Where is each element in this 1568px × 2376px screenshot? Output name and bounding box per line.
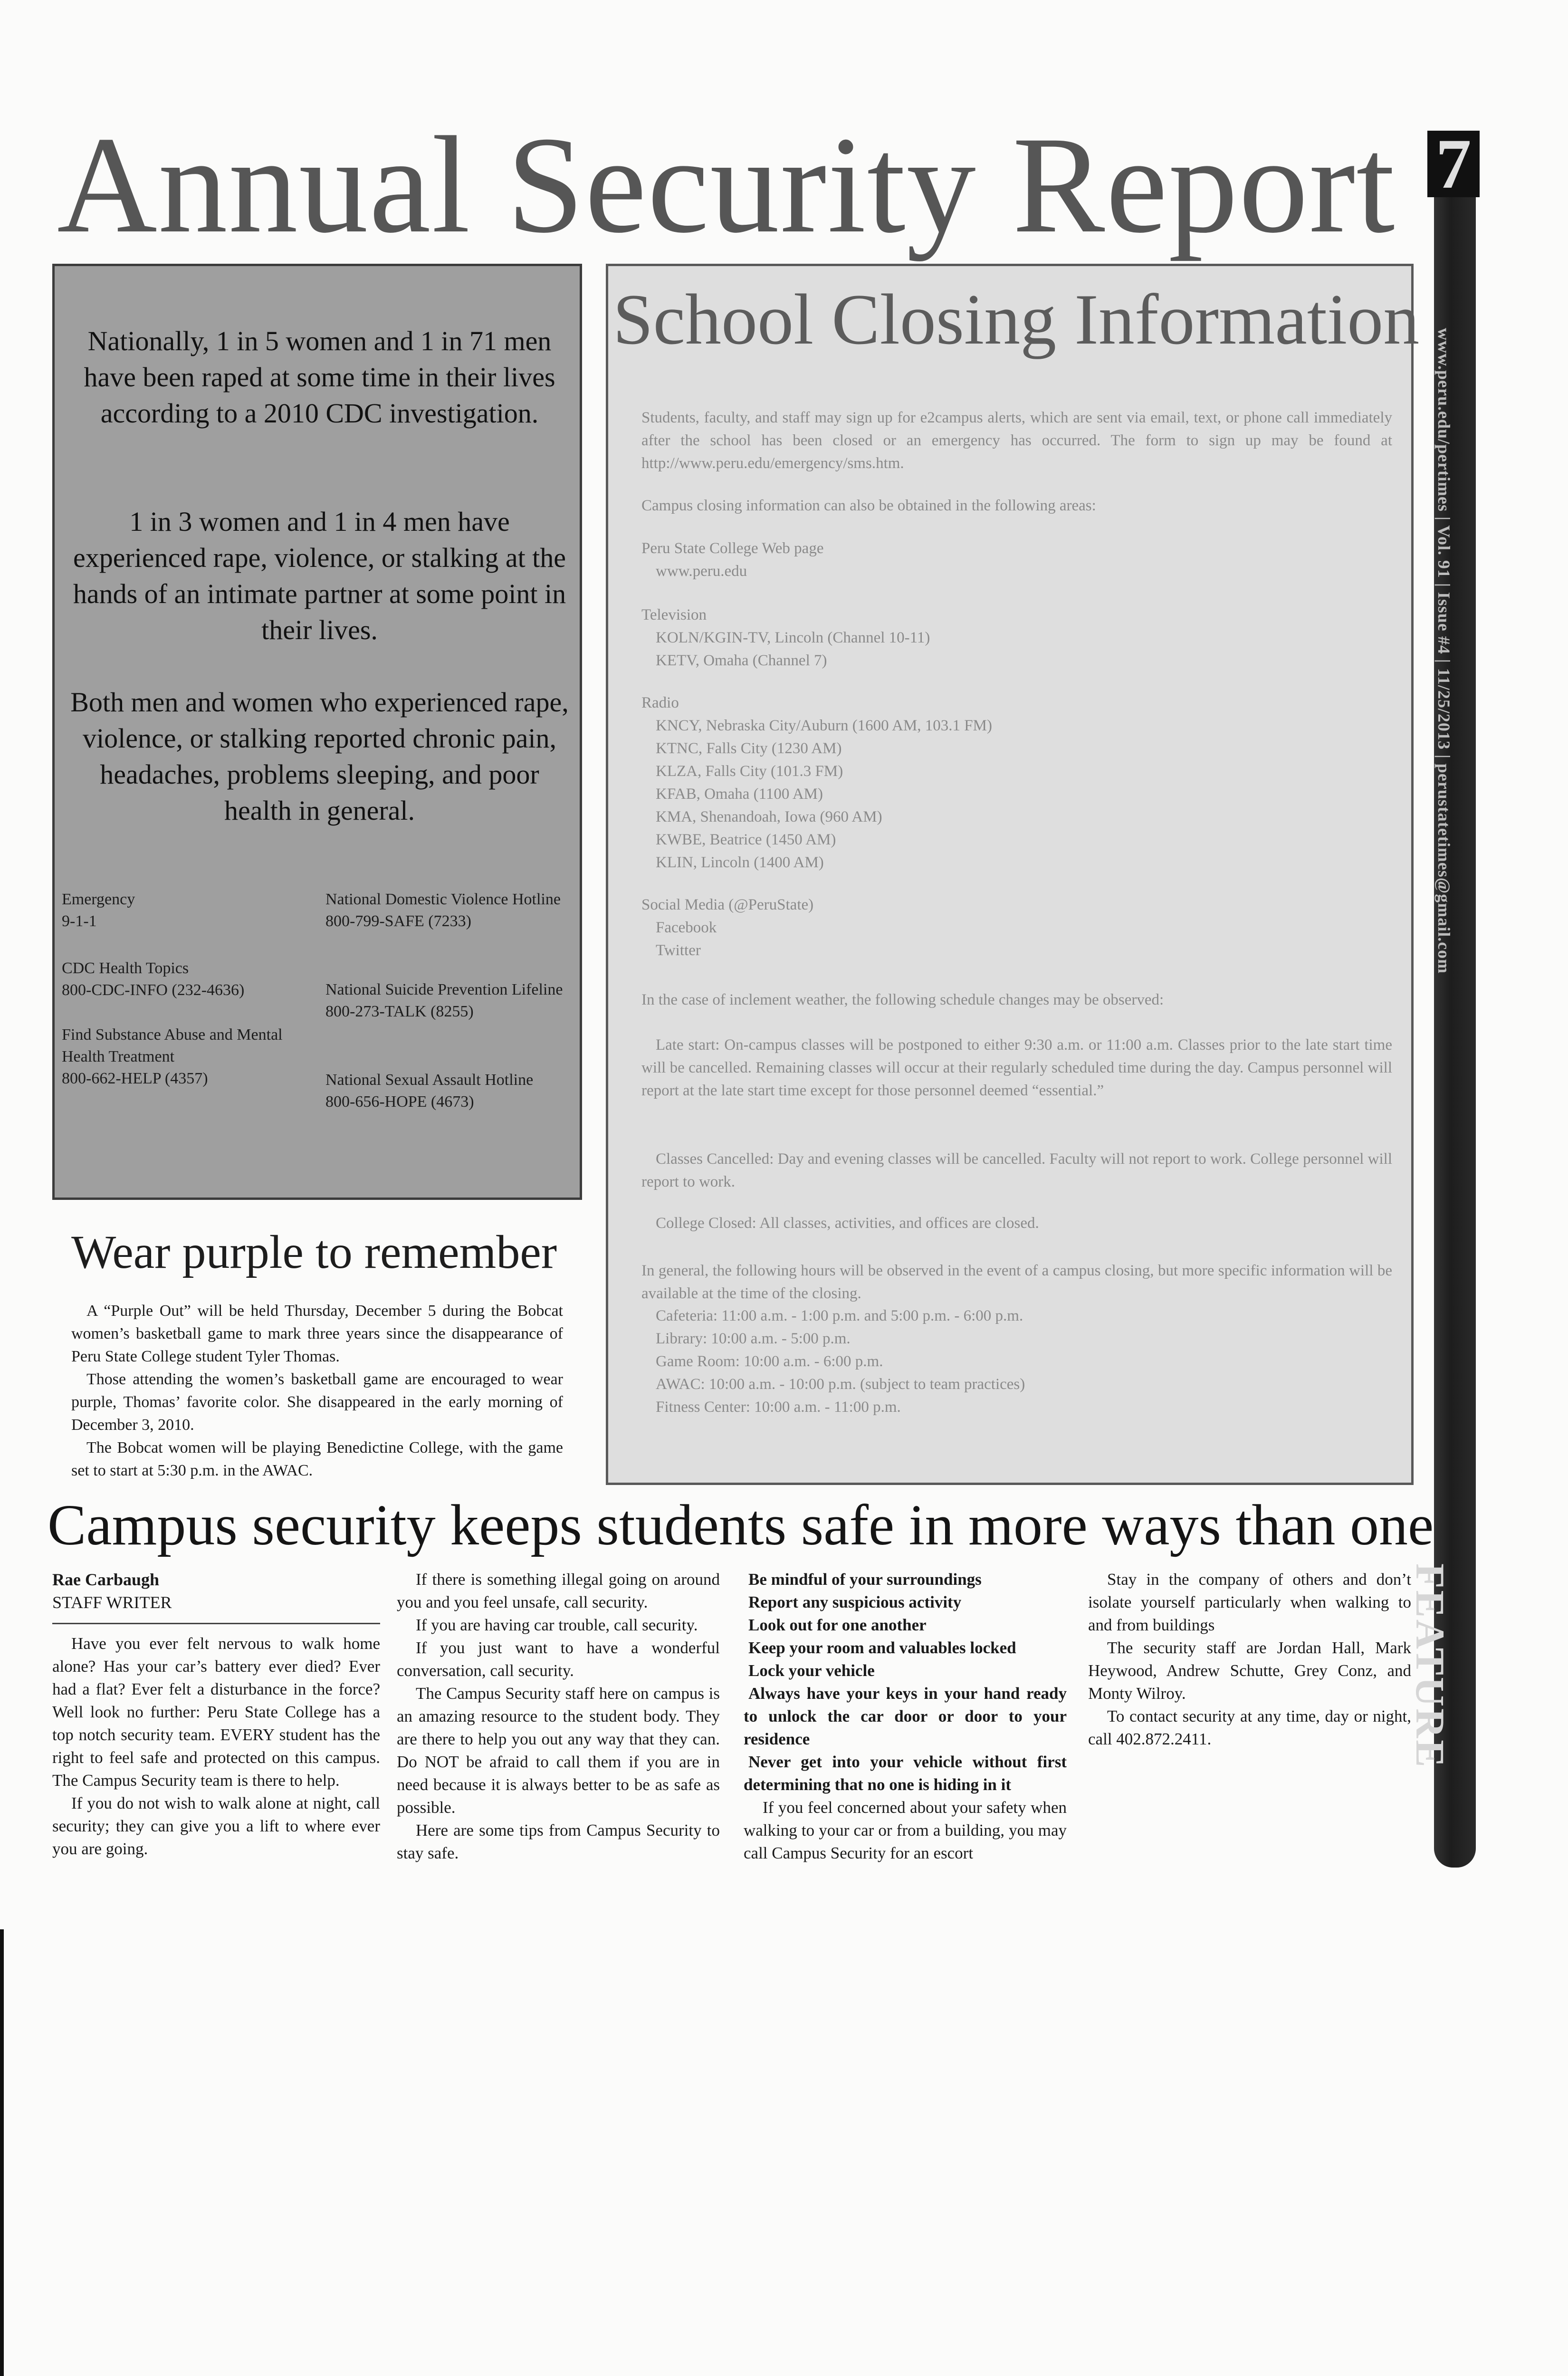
hotline-suicide-prevention xyxy=(325,979,573,1023)
closing-intro: Students, faculty, and staff may sign up for e2campus alerts, which are sent via email, text, or phone call immediately after the school has been closed or an emergency has occurred. The form to sign up may be found at http://www.peru.edu/emergency/sms.htm. xyxy=(641,409,1392,472)
masthead-title: Annual Security Report xyxy=(57,108,1396,262)
safety-tip: Always have your keys in your hand ready to unlock the car door or door to your residence xyxy=(744,1684,1067,1748)
school-closing-box xyxy=(606,264,1420,1485)
closing-weather: In the case of inclement weather, the following schedule changes may be observed: xyxy=(641,991,1164,1008)
article-paragraph: Here are some tips from Campus Security to stay safe. xyxy=(397,1821,720,1862)
article-paragraph: If you are having car trouble, call security. xyxy=(416,1616,698,1634)
purple-article xyxy=(71,1300,563,1482)
sidebar-section-label: FEATURE xyxy=(1407,1563,1453,1769)
hotline-emergency xyxy=(62,889,309,932)
hotline-number: 800-CDC-INFO (232-4636) xyxy=(62,981,245,999)
closing-radio-item: KNCY, Nebraska City/Auburn (1600 AM, 103.1 FM) xyxy=(656,717,992,734)
closing-hours-item: Cafeteria: 11:00 a.m. - 1:00 p.m. and 5:00 p.m. - 6:00 p.m. xyxy=(656,1307,1023,1324)
closing-radio-section xyxy=(641,691,1392,874)
purple-paragraph: Those attending the women’s basketball game are encouraged to wear purple, Thomas’ favorite color. She disappeared in the early morning of December 3, 2010. xyxy=(71,1370,563,1434)
closing-hours-list xyxy=(641,1304,1392,1418)
safety-tip: Be mindful of your surroundings xyxy=(748,1570,982,1589)
closing-radio-item: KWBE, Beatrice (1450 AM) xyxy=(656,831,836,848)
hotline-sexual-assault xyxy=(325,1069,573,1113)
hotline-number: 9-1-1 xyxy=(62,912,97,930)
article-paragraph: To contact security at any time, day or night, call 402.872.2411. xyxy=(1088,1707,1411,1748)
closing-radio-item: KLIN, Lincoln (1400 AM) xyxy=(656,854,824,871)
hotline-name: Find Substance Abuse and Mental Health Treatment xyxy=(62,1026,283,1065)
article-headline: Campus security keeps students safe in more ways than one xyxy=(48,1493,1434,1557)
hotline-domestic-violence xyxy=(325,889,573,932)
closing-social-item: Facebook xyxy=(656,919,717,936)
article-paragraph: If you just want to have a wonderful conversation, call security. xyxy=(397,1638,720,1680)
closing-social-heading: Social Media (@PeruState) xyxy=(641,896,814,913)
stat-rape: Nationally, 1 in 5 women and 1 in 71 men have been raped at some time in their lives according to a 2010 CDC investigation. xyxy=(84,326,555,429)
closing-tv-section xyxy=(641,604,1392,672)
article-paragraph: If you do not wish to walk alone at night, call security; they can give you a lift to where ever you are going. xyxy=(52,1794,380,1858)
safety-tip: Lock your vehicle xyxy=(748,1661,875,1680)
hotline-name: CDC Health Topics xyxy=(62,959,189,977)
article-column-3 xyxy=(744,1568,1067,1865)
hotline-name: National Sexual Assault Hotline xyxy=(325,1071,534,1089)
closing-web-url: www.peru.edu xyxy=(656,563,747,580)
article-paragraph: The Campus Security staff here on campus is an amazing resource to the student body. They are there to help you out any way that they can. Do NOT be afraid to call them if you are in need because it is always better to be as safe as possible. xyxy=(397,1684,720,1817)
purple-headline: Wear purple to remember xyxy=(71,1226,557,1278)
closing-cancelled: Classes Cancelled: Day and evening classes will be cancelled. Faculty will not report to work. College personnel will report to work. xyxy=(641,1150,1392,1190)
purple-paragraph: The Bobcat women will be playing Benedictine College, with the game set to start at 5:30 p.m. in the AWAC. xyxy=(71,1439,563,1479)
author-name: Rae Carbaugh xyxy=(52,1570,160,1589)
stat-health: Both men and women who experienced rape, violence, or stalking reported chronic pain, headaches, problems sleeping, and poor health in general. xyxy=(70,687,569,826)
purple-paragraph: A “Purple Out” will be held Thursday, December 5 during the Bobcat women’s basketball game to mark three years since the disappearance of Peru State College student Tyler Thomas. xyxy=(71,1302,563,1365)
closing-radio-item: KFAB, Omaha (1100 AM) xyxy=(656,786,823,803)
stat-intimate-partner: 1 in 3 women and 1 in 4 men have experienced rape, violence, or stalking at the hands of an intimate partner at some point in their lives. xyxy=(73,506,566,645)
closing-late-start: Late start: On-campus classes will be postponed to either 9:30 a.m. or 11:00 a.m. Classes prior to the late start time will be cancelled. Remaining classes will occur at their regularly scheduled time during the day. Campus personnel will report at the late start time except for those personnel deemed “essential.” xyxy=(641,1036,1392,1099)
article-paragraph: If there is something illegal going on around you and you feel unsafe, call security. xyxy=(397,1570,720,1611)
author-role: STAFF WRITER xyxy=(52,1593,172,1612)
hotline-number: 800-662-HELP (4357) xyxy=(62,1070,208,1087)
closing-hours-intro: In general, the following hours will be observed in the event of a campus closing, but more specific information will be available at the time of the closing. xyxy=(641,1262,1392,1302)
sidebar-publication-info: www.peru.edu/pertimes | Vol. 91 | Issue #4 | 11/25/2013 | perustatetimes@gmail.com xyxy=(1434,328,1453,974)
closing-social-item: Twitter xyxy=(656,942,701,959)
byline-divider xyxy=(52,1623,380,1624)
article-paragraph: Have you ever felt nervous to walk home alone? Has your car’s battery ever died? Ever had a flat? Ever felt a disturbance in the force? Well look no further: Peru State College has a top notch security team. EVERY student has the right to feel safe and protected on this campus. The Campus Security team is there to help. xyxy=(52,1634,380,1790)
closing-also: Campus closing information can also be obtained in the following areas: xyxy=(641,497,1096,514)
closing-tv-item: KETV, Omaha (Channel 7) xyxy=(656,652,827,669)
hotline-cdc xyxy=(62,958,309,1001)
hotline-number: 800-273-TALK (8255) xyxy=(325,1003,474,1020)
article-paragraph: Stay in the company of others and don’t isolate yourself particularly when walking to and from buildings xyxy=(1088,1570,1411,1634)
hotline-name: National Suicide Prevention Lifeline xyxy=(325,981,563,998)
byline xyxy=(52,1568,172,1614)
article-paragraph: If you feel concerned about your safety when walking to your car or from a building, you may call Campus Security for an escort xyxy=(744,1798,1067,1862)
closing-tv-item: KOLN/KGIN-TV, Lincoln (Channel 10-11) xyxy=(656,629,930,646)
closing-closed: College Closed: All classes, activities, and offices are closed. xyxy=(656,1215,1039,1232)
closing-social-section xyxy=(641,893,1392,962)
closing-web-heading: Peru State College Web page xyxy=(641,540,824,557)
article-column-2 xyxy=(397,1568,720,1865)
closing-radio-item: KTNC, Falls City (1230 AM) xyxy=(656,740,842,757)
safety-tip: Report any suspicious activity xyxy=(748,1593,962,1611)
article-column-4 xyxy=(1088,1568,1411,1751)
hotline-name: National Domestic Violence Hotline xyxy=(325,891,561,908)
safety-tip: Never get into your vehicle without first determining that no one is hiding in it xyxy=(744,1753,1067,1794)
safety-tip: Look out for one another xyxy=(748,1616,927,1634)
hotline-number: 800-656-HOPE (4673) xyxy=(325,1093,474,1111)
closing-radio-heading: Radio xyxy=(641,694,679,711)
school-closing-title: School Closing Information xyxy=(613,279,1420,359)
closing-web-section xyxy=(641,537,1392,583)
hotline-number: 800-799-SAFE (7233) xyxy=(325,912,471,930)
article-paragraph: The security staff are Jordan Hall, Mark Heywood, Andrew Schutte, Grey Conz, and Monty Wilroy. xyxy=(1088,1638,1411,1703)
closing-hours-item: Game Room: 10:00 a.m. - 6:00 p.m. xyxy=(656,1353,883,1370)
closing-hours-item: Library: 10:00 a.m. - 5:00 p.m. xyxy=(656,1330,851,1347)
hotline-substance-abuse xyxy=(62,1024,309,1090)
article-column-1 xyxy=(52,1632,380,1860)
hotline-name: Emergency xyxy=(62,891,135,908)
closing-radio-item: KLZA, Falls City (101.3 FM) xyxy=(656,763,843,780)
scan-edge-line xyxy=(0,1929,4,2376)
safety-tip: Keep your room and valuables locked xyxy=(748,1638,1016,1657)
closing-radio-item: KMA, Shenandoah, Iowa (960 AM) xyxy=(656,808,882,825)
closing-tv-heading: Television xyxy=(641,606,707,623)
page-number: 7 xyxy=(1427,131,1480,197)
closing-hours-item: Fitness Center: 10:00 a.m. - 11:00 p.m. xyxy=(656,1399,901,1416)
closing-hours-item: AWAC: 10:00 a.m. - 10:00 p.m. (subject to team practices) xyxy=(656,1376,1025,1393)
statistics-box xyxy=(52,264,582,1200)
